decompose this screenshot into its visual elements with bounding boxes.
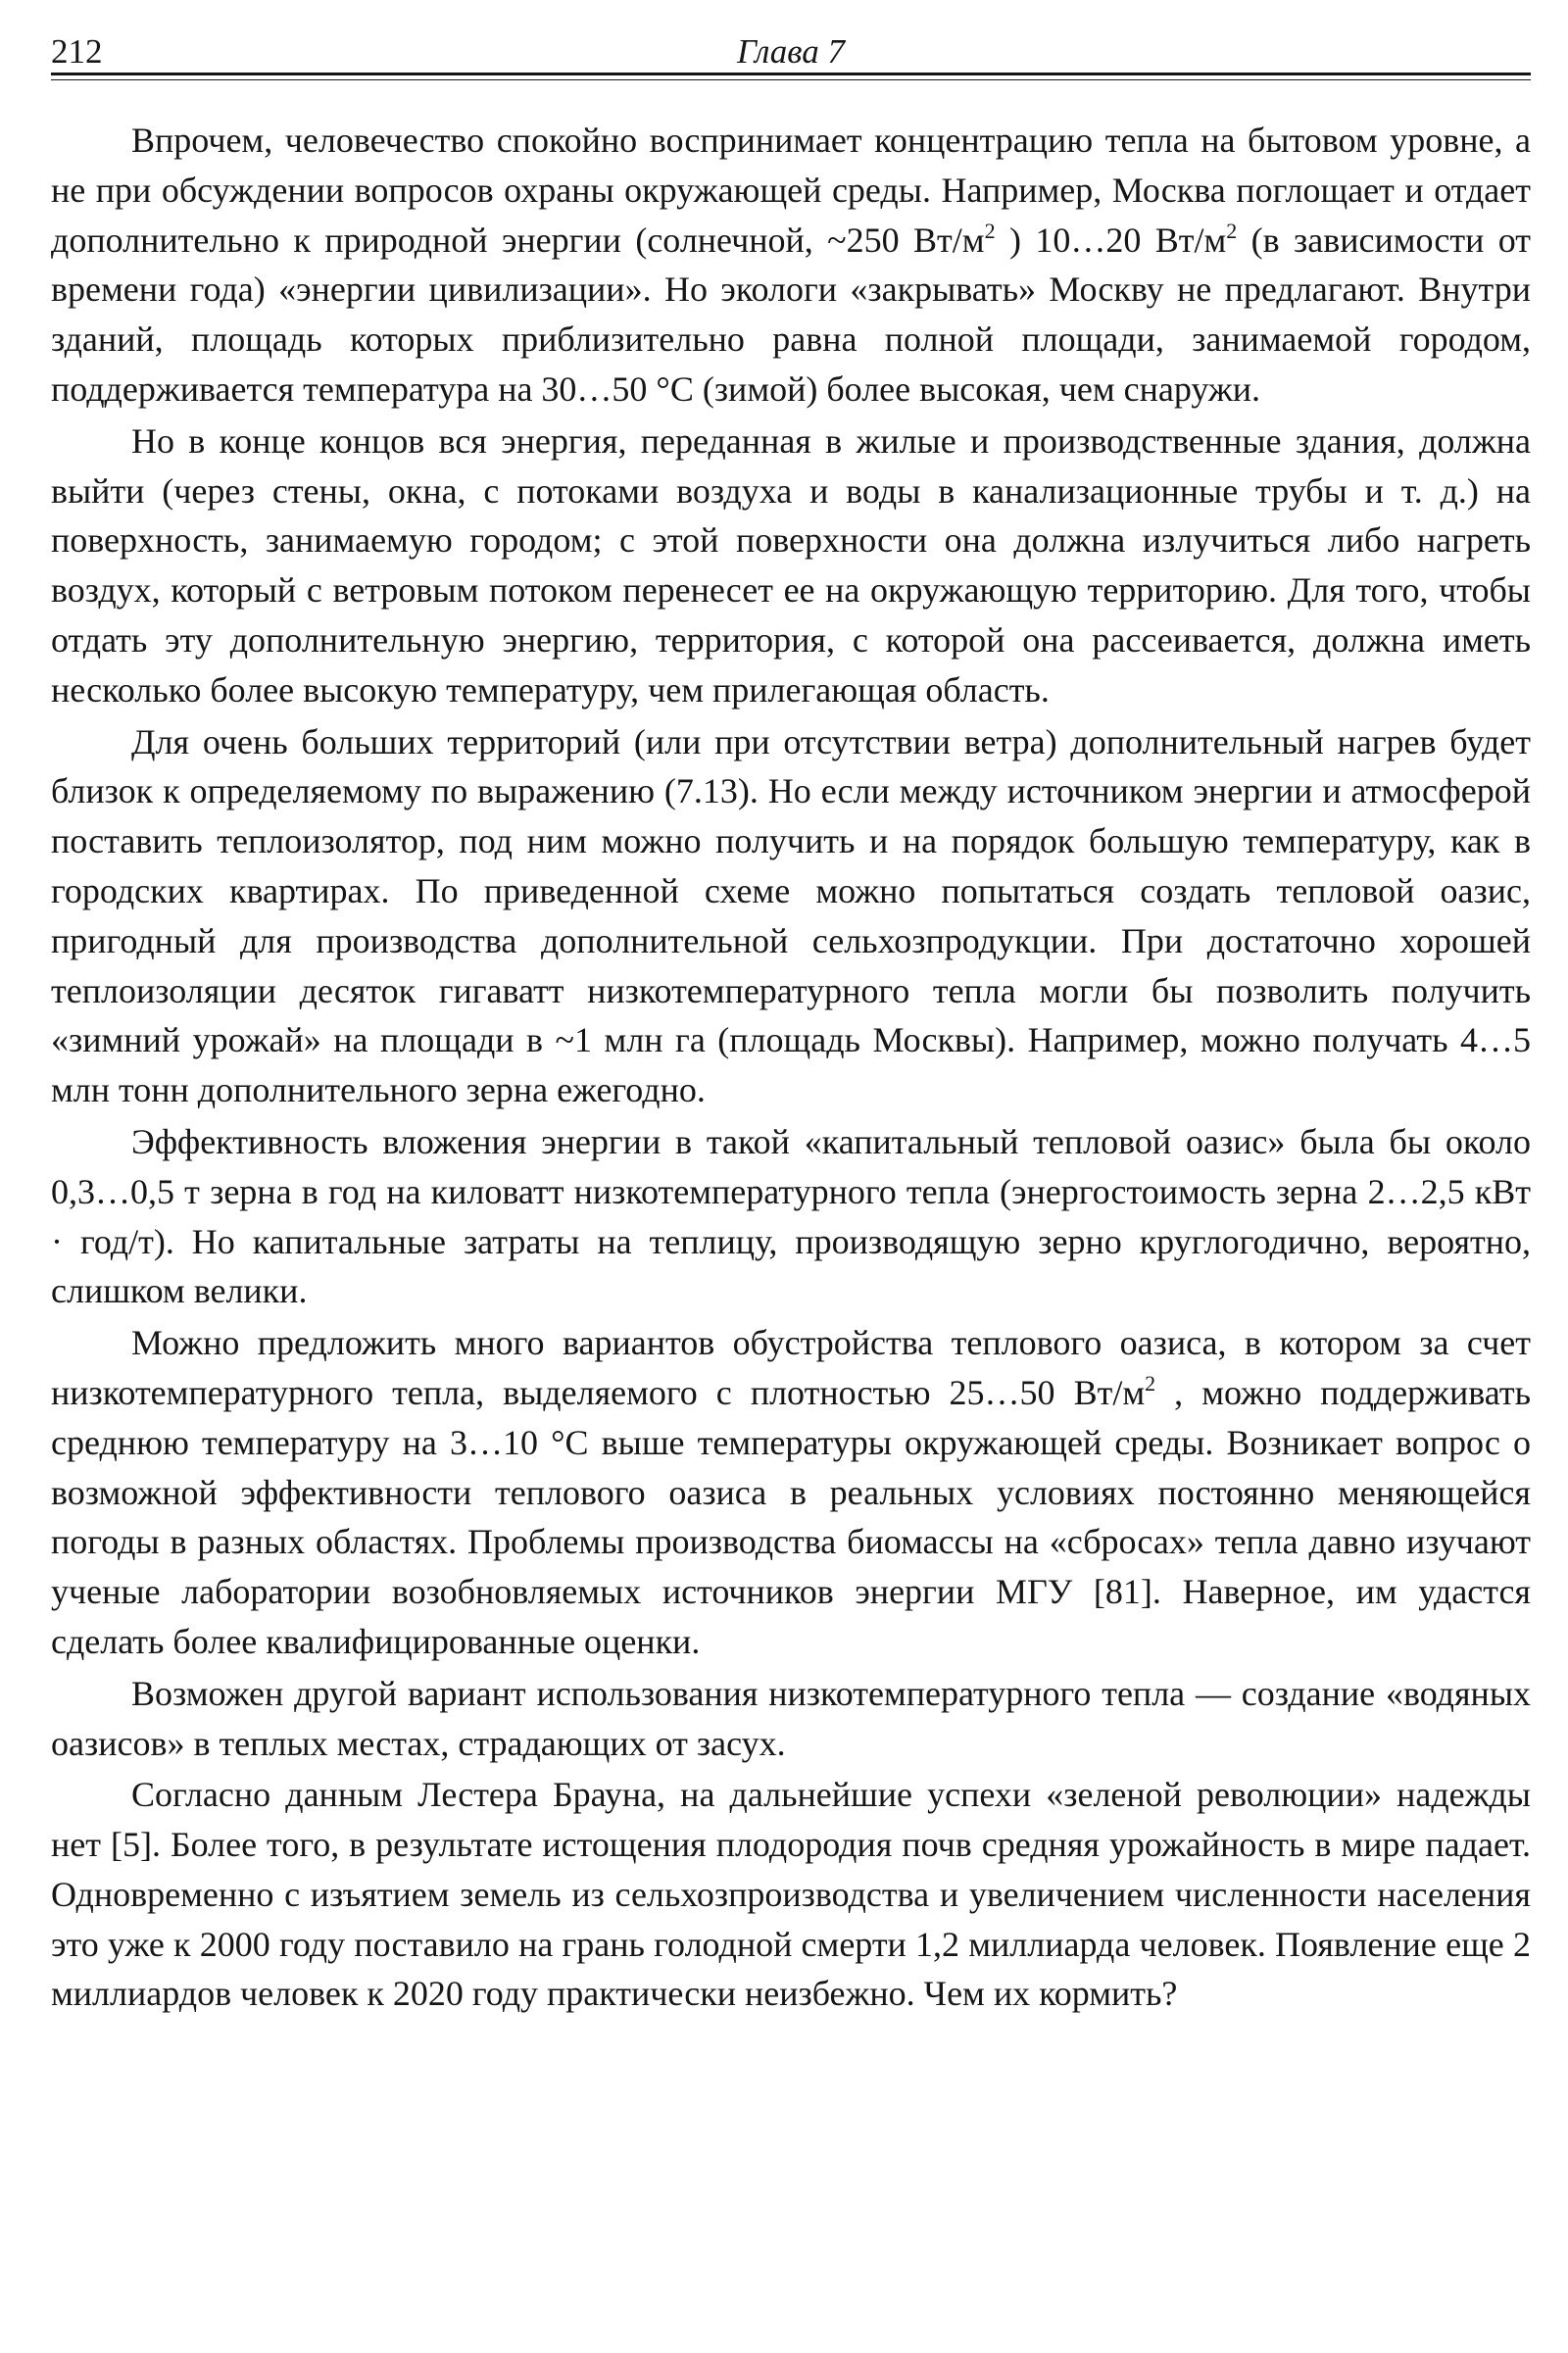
body-text — [51, 116, 1531, 2019]
superscript-2: 2 — [1145, 1370, 1156, 1396]
paragraph-4: Эффективность вложения энергии в такой «капитальный тепловой оазис» была бы около 0,3…0,5 т зерна в год на киловатт низкотемпературного тепла (энергостоимость зерна 2…2,5 кВт · год/т). Но капитальные затраты на теплицу, производящую зерно круглогодично, вероятно, слишком велики. — [51, 1121, 1531, 1311]
paragraph-5-part-2: , можно поддерживать среднюю температуру на 3…10 °С выше температуры окружающей среды. Возникает вопрос о возможной эффективности теплового оазиса в реальных условиях постоянно меняющейся погоды в разных областях. Проблемы производства биомассы на «сбросах» тепла давно изучают ученые лаборатории возобновляемых источников энергии МГУ [81]. Наверное, им удастся сделать более квалифицированные оценки. — [51, 1372, 1531, 1661]
paragraph-5 — [51, 1318, 1531, 1667]
paragraph-5-part-1: Можно предложить много вариантов обустройства теплового оазиса, в котором за счет низкотемпературного тепла, выделяемого с плотностью 25…50 Вт/м — [51, 1323, 1531, 1412]
running-header — [51, 29, 1531, 74]
superscript-2: 2 — [984, 218, 996, 243]
header-rule-thin — [51, 79, 1531, 80]
chapter-title: Глава 7 — [737, 32, 845, 71]
paragraph-1-part-3: (в зависимости от времени года) «энергии цивилизации». Но экологи «закрывать» Москву не предлагают. Внутри зданий, площадь которых приблизительно равна полной площади, занимаемой городом, поддерживается температура на 30…50 °С (зимой) более высокая, чем снаружи. — [51, 220, 1532, 409]
paragraph-1-part-1: Впрочем, человечество спокойно воспринимает концентрацию тепла на бытовом уровне, а не при обсуждении вопросов охраны окружающей среды. Например, Москва поглощает и отдает дополнительно к природной энергии (солнечной, ~250 Вт/м — [51, 121, 1531, 260]
paragraph-7: Согласно данным Лестера Брауна, на дальнейшие успехи «зеленой революции» надежды нет [5]. Более того, в результате истощения плодородия почв средняя урожайность в мире падает. Одновременно с изъятием земель из сельхозпроизводства и увеличением численности населения это уже к 2000 году поставило на грань голодной смерти 1,2 миллиарда человек. Появление еще 2 миллиардов человек к 2020 году практически неизбежно. Чем их кормить? — [51, 1775, 1531, 2014]
paragraph-1 — [51, 116, 1531, 415]
header-rule-thick — [51, 73, 1531, 75]
page-number: 212 — [51, 32, 103, 71]
paragraph-1-part-2: ) 10…20 Вт/м — [995, 220, 1227, 260]
superscript-2: 2 — [1226, 218, 1238, 243]
paragraph-6: Возможен другой вариант использования низкотемпературного тепла — создание «водяных оазисов» в теплых местах, страдающих от засух. — [51, 1673, 1531, 1763]
paragraph-3: Для очень больших территорий (или при отсутствии ветра) дополнительный нагрев будет близок к определяемому по выражению (7.13). Но если между источником энергии и атмосферой поставить теплоизолятор, под ним можно получить и на порядок большую температуру, как в городских квартирах. По приведенной схеме можно попытаться создать тепловой оазис, пригодный для производства дополнительной сельхозпродукции. При достаточно хорошей теплоизоляции десяток гигаватт низкотемпературного тепла могли бы позволить получить «зимний урожай» на площади в ~1 млн га (площадь Москвы). Например, можно получать 4…5 млн тонн дополнительного зерна ежегодно. — [51, 721, 1531, 1110]
book-page — [51, 0, 1531, 2353]
paragraph-2: Но в конце концов вся энергия, переданная в жилые и производственные здания, должна выйти (через стены, окна, с потоками воздуха и воды в канализационные трубы и т. д.) на поверхность, занимаемую городом; с этой поверхности она должна излучиться либо нагреть воздух, который с ветровым потоком перенесет ее на окружающую территорию. Для того, чтобы отдать эту дополнительную энергию, территория, с которой она рассеивается, должна иметь несколько более высокую температуру, чем прилегающая область. — [51, 420, 1531, 710]
